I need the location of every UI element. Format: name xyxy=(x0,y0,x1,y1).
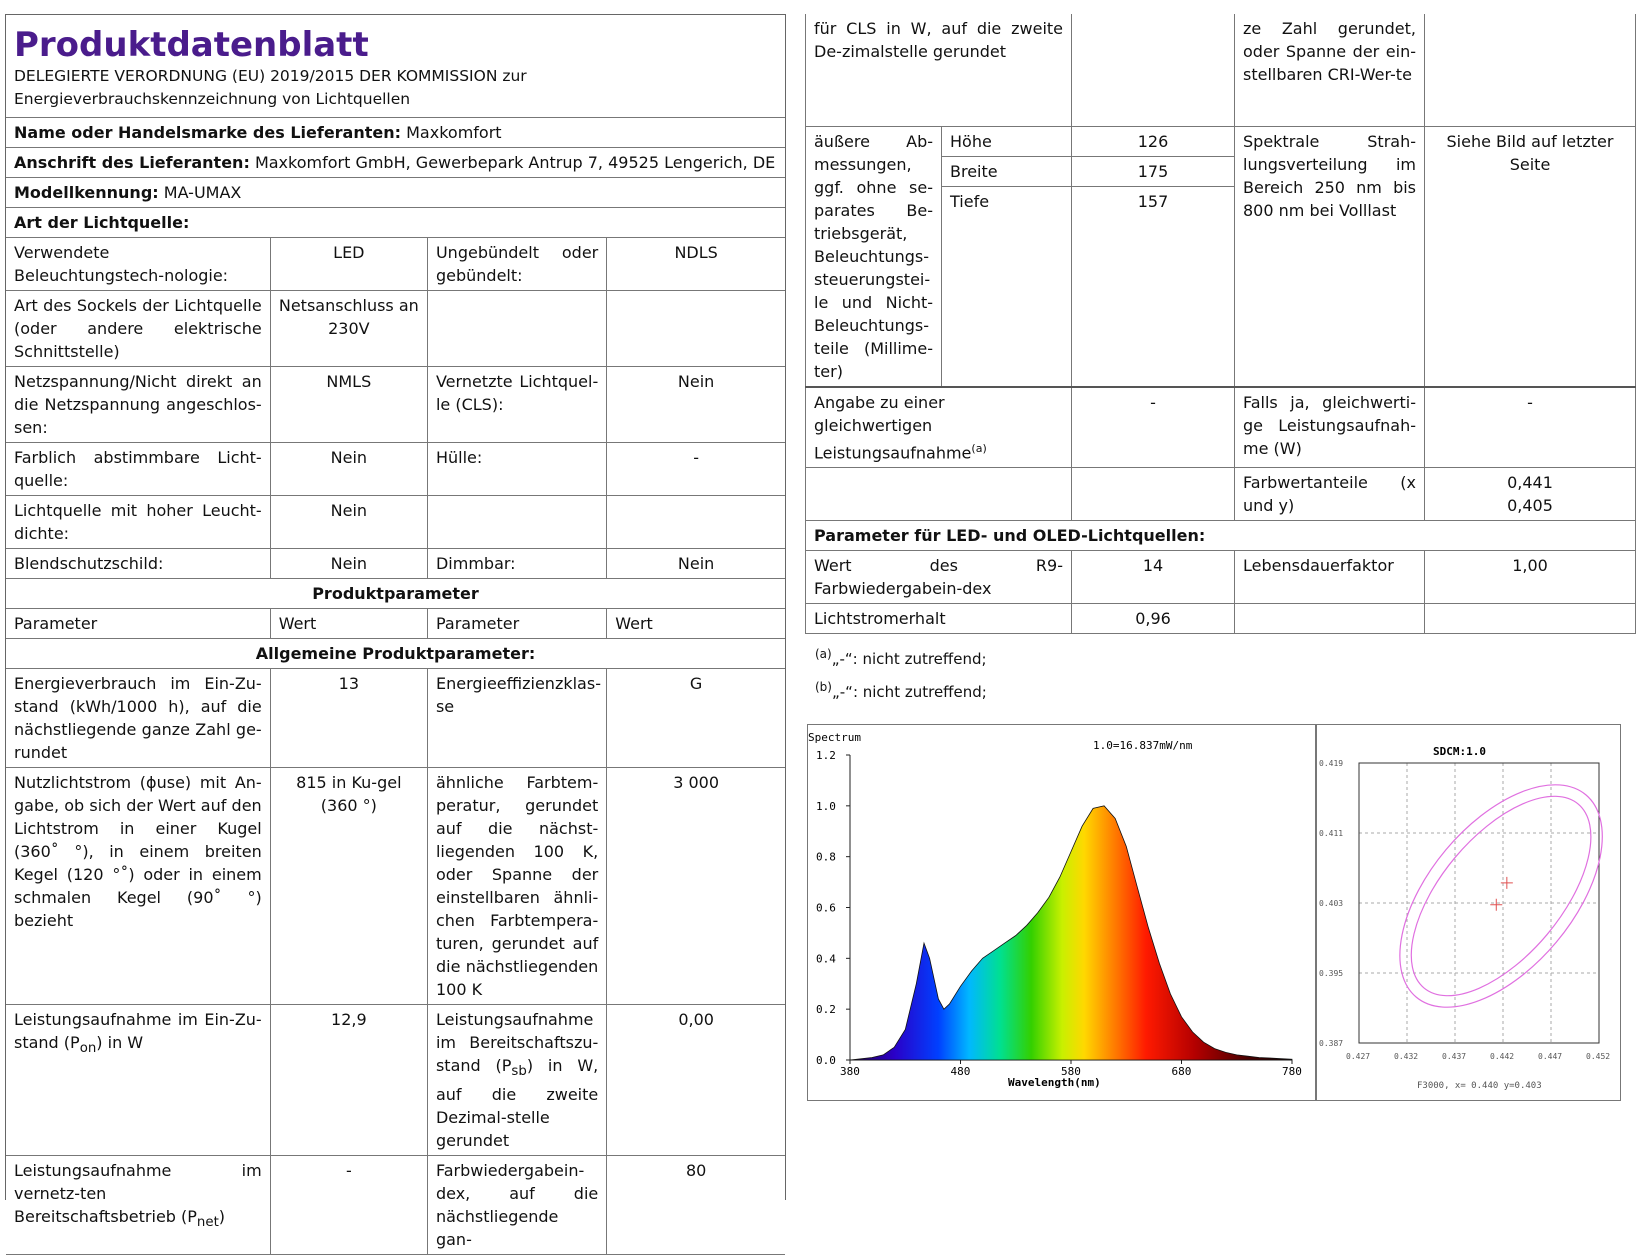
label-subscript: on xyxy=(79,1041,97,1057)
param-value xyxy=(1425,14,1636,126)
label-text: Angabe zu einer gleichwertigen Leistungsaufnahme xyxy=(814,392,972,462)
param-label: Energieverbrauch im Ein-Zu-stand (kWh/1000 h), auf die nächstliegende ganze Zahl ge-rundet xyxy=(6,669,270,768)
dim-height-label: Höhe xyxy=(942,126,1072,156)
param-value: 80 xyxy=(607,1156,785,1255)
label-text: Leistungsaufnahme im vernetz-ten Bereitschaftsbetrieb (P xyxy=(14,1161,262,1227)
column-header: Parameter xyxy=(6,609,270,639)
x-tick-label: 780 xyxy=(1282,1065,1302,1078)
lightsource-type-heading: Art der Lichtquelle: xyxy=(6,208,785,238)
param-value: 3 000 xyxy=(607,768,785,1005)
dim-depth-value: 157 xyxy=(1072,187,1235,387)
param-value: NMLS xyxy=(270,367,427,443)
chromaticity-value xyxy=(1425,467,1636,520)
footnotes xyxy=(805,640,1635,706)
lifetime-label: Lebensdauerfaktor xyxy=(1235,550,1425,603)
general-params-heading: Allgemeine Produktparameter: xyxy=(6,639,785,669)
dimensions-label: äußere Ab-messungen, ggf. ohne se-parates Be-triebsgerät, Beleuchtungs-steuerungstei-le und Nicht-Beleuchtungs-teile (Millime-ter) xyxy=(806,126,942,387)
param-label xyxy=(427,291,606,367)
x-tick-label: 680 xyxy=(1171,1065,1192,1078)
right-table xyxy=(805,14,1636,634)
y-tick-label: 0.0 xyxy=(816,1054,836,1067)
spectral-value: Siehe Bild auf letzter Seite xyxy=(1425,126,1636,387)
sdcm-title: SDCM:1.0 xyxy=(1433,745,1486,758)
footnote xyxy=(805,673,1635,706)
param-label: Nutzlichtstrom (ϕuse) mit An-gabe, ob sich der Wert auf den Lichtstrom in einer Kugel (360˚ °), in einem breiten Kegel (120 °˚) oder in einem schmalen Kegel (90˚ °) bezieht xyxy=(6,768,270,1005)
param-label: Lichtquelle mit hoher Leucht-dichte: xyxy=(6,496,270,549)
y-tick-label: 0.387 xyxy=(1319,1039,1344,1048)
supplier-address-row xyxy=(6,148,785,178)
x-tick-label: 0.447 xyxy=(1538,1052,1563,1061)
param-label: Farbwiedergabein-dex, auf die nächstliegende gan- xyxy=(427,1156,606,1255)
equiv-power-label xyxy=(806,387,1072,468)
param-value: Netsanschluss an 230V xyxy=(270,291,427,367)
model-row xyxy=(6,178,785,208)
table-row xyxy=(806,550,1636,603)
table-row xyxy=(806,126,1636,156)
param-value xyxy=(607,291,785,367)
column-header: Parameter xyxy=(427,609,606,639)
table-row xyxy=(6,496,785,549)
table-row xyxy=(6,238,785,291)
supplier-address-label: Anschrift des Lieferanten: xyxy=(14,153,250,172)
label-text: ) in W, auf die zweite Dezimal-stelle gerundet xyxy=(435,1056,599,1151)
label-text: ) in W xyxy=(96,1033,144,1052)
param-label: Ungebündelt oder gebündelt: xyxy=(427,238,606,291)
y-tick-label: 0.411 xyxy=(1319,829,1344,838)
label-subscript: net xyxy=(196,1215,219,1231)
spectrum-chart xyxy=(807,724,1316,1101)
x-tick-label: 580 xyxy=(1061,1065,1081,1078)
param-label: ähnliche Farbtem-peratur, gerundet auf die nächst-liegenden 100 K, oder Spanne der einstellbaren ähnli-chen Farbtempera-turen, gerundet auf die nächstliegenden 100 K xyxy=(427,768,606,1005)
table-row xyxy=(806,603,1636,633)
table-row xyxy=(6,1156,785,1255)
x-tick-label: 480 xyxy=(950,1065,971,1078)
footnote-text: „-“: nicht zutreffend; xyxy=(831,682,987,701)
lumen-maintenance-label: Lichtstromerhalt xyxy=(806,603,1072,633)
param-label xyxy=(427,1005,606,1156)
param-label: Hülle: xyxy=(427,443,606,496)
spectrum-xlabel: Wavelength(nm) xyxy=(1008,1076,1101,1089)
param-label: für CLS in W, auf die zweite De-zimalstelle gerundet xyxy=(806,14,1072,126)
dim-height-value: 126 xyxy=(1072,126,1235,156)
right-column xyxy=(805,14,1635,706)
footnote-mark: (a) xyxy=(971,441,987,455)
label-text: ) xyxy=(218,1207,226,1227)
led-params-heading: Parameter für LED- und OLED-Lichtquellen: xyxy=(806,520,1636,550)
supplier-name-label: Name oder Handelsmarke des Lieferanten: xyxy=(14,123,402,142)
r9-label: Wert des R9-Farbwiedergabein-dex xyxy=(806,550,1072,603)
dim-width-value: 175 xyxy=(1072,156,1235,186)
y-tick-label: 0.8 xyxy=(816,850,836,864)
param-value: - xyxy=(270,1156,427,1255)
equiv2-value: - xyxy=(1425,387,1636,468)
supplier-name-value: Maxkomfort xyxy=(406,123,502,142)
param-label xyxy=(427,496,606,549)
spectrum-annotation: 1.0=16.837mW/nm xyxy=(1093,739,1193,752)
param-label: Dimmbar: xyxy=(427,549,606,579)
label-text: Leistungsaufnahme im Ein-Zu-stand (P xyxy=(14,1010,262,1052)
empty-cell xyxy=(1235,603,1425,633)
param-value: 12,9 xyxy=(270,1005,427,1156)
lumen-maintenance-value: 0,96 xyxy=(1072,603,1235,633)
footnote-text: „-“: nicht zutreffend; xyxy=(831,649,987,668)
table-row xyxy=(6,291,785,367)
table-row xyxy=(6,367,785,443)
y-tick-label: 0.395 xyxy=(1319,969,1344,978)
column-header: Wert xyxy=(607,609,785,639)
param-value: 815 in Ku-gel (360 °) xyxy=(270,768,427,1005)
lifetime-value: 1,00 xyxy=(1425,550,1636,603)
left-table xyxy=(6,15,785,1255)
equiv2-label: Falls ja, gleichwerti-ge Leistungsaufnah-me (W) xyxy=(1235,387,1425,468)
empty-cell xyxy=(806,467,1072,520)
footnote-mark: (b) xyxy=(815,679,832,694)
param-label xyxy=(6,1156,270,1255)
footnote-mark: (a) xyxy=(815,646,832,661)
empty-cell xyxy=(1425,603,1636,633)
sdcm-points xyxy=(1490,877,1513,911)
label-text: Leistungsaufnahme im Bereitschaftszu-stand (P xyxy=(435,1010,599,1075)
empty-cell xyxy=(1072,467,1235,520)
column-header: Wert xyxy=(270,609,427,639)
param-value: - xyxy=(607,443,785,496)
param-label: Farblich abstimmbare Licht-quelle: xyxy=(6,443,270,496)
param-value: Nein xyxy=(270,549,427,579)
supplier-name-row xyxy=(6,118,785,148)
footnote xyxy=(805,640,1635,673)
r9-value: 14 xyxy=(1072,550,1235,603)
y-tick-label: 0.2 xyxy=(816,1003,836,1017)
param-value xyxy=(1072,14,1235,126)
x-tick-label: 0.452 xyxy=(1586,1052,1611,1061)
y-tick-label: 0.403 xyxy=(1319,899,1344,908)
param-label: Art des Sockels der Lichtquelle (oder andere elektrische Schnittstelle) xyxy=(6,291,270,367)
x-tick-label: 0.437 xyxy=(1442,1052,1467,1061)
param-value: Nein xyxy=(270,496,427,549)
dim-width-label: Breite xyxy=(942,156,1072,186)
column-header-row xyxy=(6,609,785,639)
regulation-line-1: DELEGIERTE VERORDNUNG (EU) 2019/2015 DER KOMMISSION zur xyxy=(14,67,527,85)
param-value: NDLS xyxy=(607,238,785,291)
page-title: Produktdatenblatt xyxy=(14,25,369,65)
table-row xyxy=(6,549,785,579)
param-value xyxy=(607,496,785,549)
header-cell xyxy=(6,15,785,118)
param-label: Verwendete Beleuchtungstech-nologie: xyxy=(6,238,270,291)
y-tick-label: 0.4 xyxy=(816,952,836,966)
dim-depth-label: Tiefe xyxy=(942,187,1072,387)
x-tick-label: 0.442 xyxy=(1490,1052,1515,1061)
param-value: Nein xyxy=(270,443,427,496)
sdcm-grid xyxy=(1319,759,1610,1061)
param-label: ze Zahl gerundet, oder Spanne der ein-stellbaren CRI-Wer-te xyxy=(1235,14,1425,126)
sdcm-chart xyxy=(1316,724,1621,1101)
y-tick-label: 1.2 xyxy=(816,749,836,762)
spectrum-svg xyxy=(808,725,1315,1100)
table-row xyxy=(6,768,785,1005)
regulation-line-2: Energieverbrauchskennzeichnung von Lichtquellen xyxy=(14,90,411,108)
param-label xyxy=(6,1005,270,1156)
table-row xyxy=(6,669,785,768)
param-label: Blendschutzschild: xyxy=(6,549,270,579)
supplier-address-value: Maxkomfort GmbH, Gewerbepark Antrup 7, 49525 Lengerich, DE xyxy=(254,153,776,172)
param-value: Nein xyxy=(607,549,785,579)
chroma-y: 0,405 xyxy=(1507,495,1553,515)
x-tick-label: 380 xyxy=(840,1065,860,1078)
sdcm-caption: F3000, x= 0.440 y=0.403 xyxy=(1417,1081,1542,1091)
table-row xyxy=(806,387,1636,468)
model-label: Modellkennung: xyxy=(14,183,159,202)
param-value: 0,00 xyxy=(607,1005,785,1156)
table-row xyxy=(6,443,785,496)
left-column xyxy=(5,14,786,1250)
param-label: Netzspannung/Nicht direkt an die Netzspannung angeschlos-sen: xyxy=(6,367,270,443)
spectrum-area xyxy=(850,806,1292,1060)
table-row xyxy=(806,467,1636,520)
spectral-label: Spektrale Strah-lungsverteilung im Bereich 250 nm bis 800 nm bei Volllast xyxy=(1235,126,1425,387)
y-tick-label: 1.0 xyxy=(816,799,836,813)
sdcm-svg xyxy=(1317,725,1620,1100)
param-label: Vernetzte Lichtquel-le (CLS): xyxy=(427,367,606,443)
table-row xyxy=(806,14,1636,126)
label-subscript: sb xyxy=(511,1064,527,1080)
model-value: MA-UMAX xyxy=(163,183,242,202)
equiv-power-value: - xyxy=(1072,387,1235,468)
param-label: Energieeffizienzklas-se xyxy=(427,669,606,768)
y-tick-label: 0.419 xyxy=(1319,759,1344,768)
chromaticity-label: Farbwertanteile (x und y) xyxy=(1235,467,1425,520)
y-tick-label: 0.6 xyxy=(816,901,836,915)
param-value: Nein xyxy=(607,367,785,443)
spectrum-title: Spectrum xyxy=(808,731,861,744)
product-params-heading: Produktparameter xyxy=(6,579,785,609)
param-value: LED xyxy=(270,238,427,291)
chroma-x: 0,441 xyxy=(1507,472,1553,492)
table-row xyxy=(6,1005,785,1156)
x-tick-label: 0.432 xyxy=(1394,1052,1419,1061)
param-value: G xyxy=(607,669,785,768)
param-value: 13 xyxy=(270,669,427,768)
x-tick-label: 0.427 xyxy=(1346,1052,1371,1061)
